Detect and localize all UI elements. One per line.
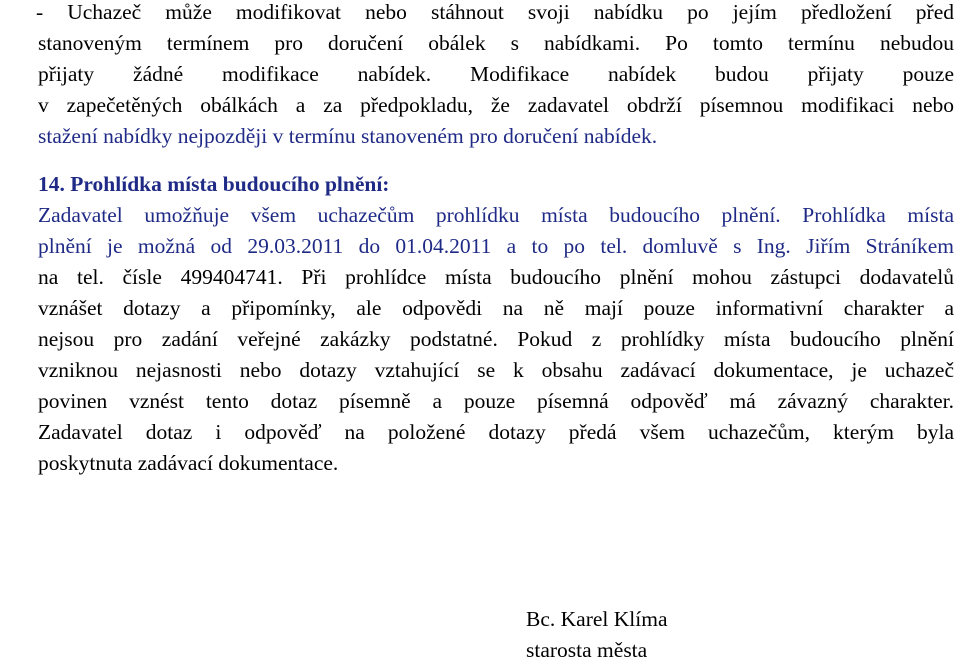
- paragraph-line: stažení nabídky nejpozději v termínu stanoveném pro doručení nabídek.: [38, 124, 658, 148]
- signature-name: Bc. Karel Klíma: [526, 607, 668, 631]
- section-13-paragraph: [38, 0, 954, 152]
- paragraph-line: na tel. čísle 499404741. Při prohlídce místa budoucího plnění mohou zástupci dodavatelů: [38, 265, 954, 289]
- paragraph-line: v zapečetěných obálkách a za předpokladu, že zadavatel obdrží písemnou modifikaci nebo: [38, 93, 954, 117]
- paragraph-line: přijaty žádné modifikace nabídek. Modifikace nabídek budou přijaty pouze: [38, 62, 954, 86]
- paragraph-line: poskytnuta zadávací dokumentace.: [38, 451, 339, 475]
- paragraph-line: vznášet dotazy a připomínky, ale odpovědi na ně mají pouze informativní charakter a: [38, 296, 954, 320]
- paragraph-line: Zadavatel dotaz i odpověď na položené dotazy předá všem uchazečům, kterým byla: [38, 420, 954, 444]
- paragraph-line: Zadavatel umožňuje všem uchazečům prohlídku místa budoucího plnění. Prohlídka místa: [38, 203, 954, 227]
- section-heading: 14. Prohlídka místa budoucího plnění:: [38, 172, 390, 196]
- paragraph-line: plnění je možná od 29.03.2011 do 01.04.2011 a to po tel. domluvě s Ing. Jiřím Stráníkem: [38, 234, 954, 258]
- signature-title: starosta města: [526, 638, 648, 662]
- paragraph-line: stanoveným termínem pro doručení obálek s nabídkami. Po tomto termínu nebudou: [38, 31, 954, 55]
- paragraph-line: vzniknou nejasnosti nebo dotazy vztahující se k obsahu zadávací dokumentace, je uchazeč: [38, 358, 954, 382]
- section-14: [38, 169, 954, 479]
- paragraph-line: nejsou pro zadání veřejné zakázky podstatné. Pokud z prohlídky místa budoucího plnění: [38, 327, 954, 351]
- paragraph-line: - Uchazeč může modifikovat nebo stáhnout svoji nabídku po jejím předložení před: [36, 0, 954, 24]
- paragraph-line: povinen vznést tento dotaz písemně a pouze písemná odpověď má závazný charakter.: [38, 389, 954, 413]
